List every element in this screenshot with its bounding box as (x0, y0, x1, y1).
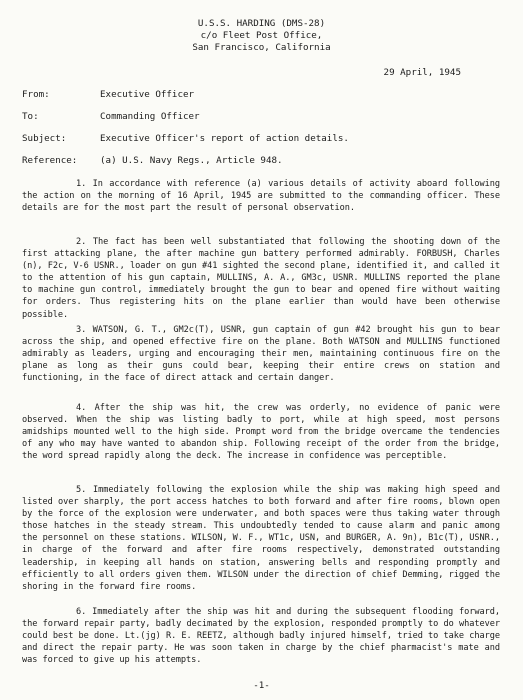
reference-value: (a) U.S. Navy Regs., Article 948. (100, 155, 283, 166)
paragraph-2: 2. The fact has been well substantiated that following the shooting down of the first attacking plane, the after machine gun battery performed admirably. FORBUSH, Charles (n), F2c, V-6 USNR., loader on gun #41 sighted the second plane, identified it, and called it to the attention of his gun captain, MULLINS, A. A., GM3c, USNR. MULLINS reported the plane to machine gun control, immediately brought the gun to bear and opened fire without waiting for orders. Thus registering hits on the plane earlier than would have been otherwise possible. (22, 237, 500, 320)
to-value: Commanding Officer (100, 111, 200, 122)
subject-value: Executive Officer's report of action details. (100, 133, 349, 144)
from-label: From: (22, 89, 50, 100)
letter-date: 29 April, 1945 (383, 67, 461, 78)
from-value: Executive Officer (100, 89, 195, 100)
paragraph-6: 6. Immediately after the ship was hit and during the subsequent flooding forward, the forward repair party, badly decimated by the explosion, responded promptly to do whatever could best be done. Lt.(jg) R. E. REETZ, although badly injured himself, tried to take charge and direct the repair party. He was soon taken in charge by the chief pharmacist's mate and was forced to give up his attempts. (22, 607, 500, 666)
to-label: To: (22, 111, 39, 122)
letterhead-city: San Francisco, California (192, 42, 331, 53)
paragraph-3: 3. WATSON, G. T., GM2c(T), USNR, gun captain of gun #42 brought his gun to bear across the ship, and opened effective fire on the plane. Both WATSON and MULLINS functioned admirably as leaders, urging and encouraging their men, maintaining continuous fire on the plane as long as their guns could bear, keeping their entire crews on station and functioning, in the face of direct attack and certain danger. (22, 325, 500, 384)
letterhead-ship-name: U.S.S. HARDING (DMS-28) (197, 18, 326, 29)
paragraph-5: 5. Immediately following the explosion while the ship was making high speed and listed over sharply, the port access hatches to both forward and after fire rooms, blown open by the force of the explosion were underwater, and both spaces were thus taking water through those hatches in the steady stream. This undoubtedly tended to cause alarm and panic among the personnel on these stations. WILSON, W. F., WT1c, USN, and BURGER, A. 9n), B1c(T), USNR., in charge of the forward and after fire rooms respectively, demonstrated outstanding leadership, in keeping all hands on station, answering bells and responding promptly and efficiently to all orders given them. WILSON under the direction of chief Demming, rigged the shoring in the forward fire rooms. (22, 485, 500, 592)
letterhead-address: c/o Fleet Post Office, (200, 30, 323, 41)
subject-label: Subject: (22, 133, 67, 144)
paragraph-1: 1. In accordance with reference (a) various details of activity aboard following the action on the morning of 16 April, 1945 are submitted to the commanding officer. These details are for the most part the result of personal observation. (22, 179, 500, 214)
page-number: -1- (253, 680, 270, 691)
reference-label: Reference: (22, 155, 78, 166)
paragraph-4: 4. After the ship was hit, the crew was orderly, no evidence of panic were observed. When the ship was listing badly to port, while at high speed, most persons amidships mounted well to the high side. Prompt word from the bridge overcame the tendencies of any who may have wanted to abandon ship. Following receipt of the order from the bridge, the word spread rapidly along the deck. The increase in confidence was perceptible. (22, 403, 500, 462)
